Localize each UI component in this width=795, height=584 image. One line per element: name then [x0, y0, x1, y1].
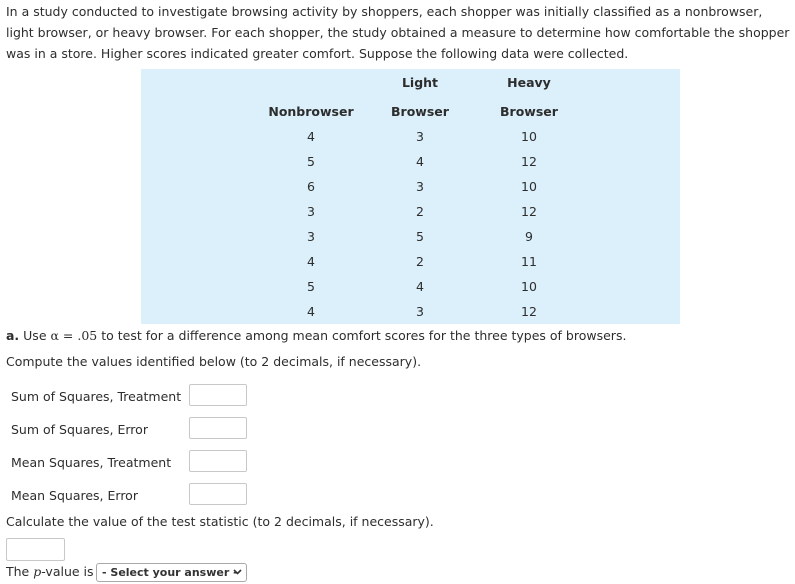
header-heavy-browser: Browser [500, 104, 558, 119]
header-heavy: Heavy [507, 75, 551, 90]
cell-heavy: 10 [521, 179, 537, 194]
cell-heavy: 12 [521, 204, 537, 219]
cell-light: 4 [416, 154, 424, 169]
cell-heavy: 12 [521, 154, 537, 169]
header-nonbrowser: Nonbrowser [268, 104, 354, 119]
cell-nonbrowser: 4 [307, 304, 315, 319]
p-symbol: p [33, 564, 42, 579]
cell-light: 5 [416, 229, 424, 244]
ms-treatment-input[interactable] [189, 450, 247, 472]
question-use: Use [19, 328, 51, 343]
header-light: Light [401, 75, 439, 90]
ms-error-label: Mean Squares, Error [11, 488, 138, 503]
cell-nonbrowser: 5 [307, 279, 315, 294]
cell-light: 2 [416, 204, 424, 219]
ss-treatment-label: Sum of Squares, Treatment [11, 389, 182, 404]
cell-heavy: 9 [525, 229, 533, 244]
ss-error-input[interactable] [189, 417, 247, 439]
header-light-browser: Browser [391, 104, 449, 119]
ss-error-label: Sum of Squares, Error [11, 422, 148, 437]
pvalue-prefix: The [6, 564, 34, 579]
problem-intro: In a study conducted to investigate browsing activity by shoppers, each shopper was initially classified as a nonbrowser, light browser, or heavy browser. For each shopper, the study obtained a measure to determine how comfortable the shopper was in a store. Higher scores indicated greater comfort. Suppose the following data were collected. [6, 4, 790, 61]
chevron-down-icon [233, 567, 242, 577]
cell-heavy: 11 [521, 254, 537, 269]
cell-heavy: 10 [521, 129, 537, 144]
cell-light: 3 [416, 304, 424, 319]
test-statistic-input[interactable] [6, 538, 65, 561]
cell-light: 2 [416, 254, 424, 269]
ms-error-input[interactable] [189, 483, 247, 505]
question-a [6, 327, 626, 345]
cell-heavy: 12 [521, 304, 537, 319]
alpha-expression: α = .05 [50, 328, 98, 343]
cell-light: 3 [416, 179, 424, 194]
cell-nonbrowser: 6 [307, 179, 315, 194]
pvalue-select-label: - Select your answer - [102, 566, 238, 579]
question-prefix: a. [6, 328, 20, 343]
cell-light: 4 [416, 279, 424, 294]
cell-nonbrowser: 3 [307, 229, 315, 244]
pvalue-select[interactable] [96, 563, 247, 582]
cell-nonbrowser: 3 [307, 204, 315, 219]
cell-nonbrowser: 5 [307, 154, 315, 169]
cell-heavy: 10 [521, 279, 537, 294]
cell-nonbrowser: 4 [307, 129, 315, 144]
compute-instruction: Compute the values identified below (to 2 decimals, if necessary). [6, 354, 422, 369]
question-rest: to test for a difference among mean comfort scores for the three types of browsers. [97, 328, 627, 343]
ss-treatment-input[interactable] [189, 384, 247, 406]
pvalue-label [6, 564, 94, 580]
calc-instruction: Calculate the value of the test statistic (to 2 decimals, if necessary). [6, 514, 434, 529]
cell-light: 3 [416, 129, 424, 144]
cell-nonbrowser: 4 [307, 254, 315, 269]
pvalue-suffix: -value is [41, 564, 94, 579]
ms-treatment-label: Mean Squares, Treatment [11, 455, 172, 470]
